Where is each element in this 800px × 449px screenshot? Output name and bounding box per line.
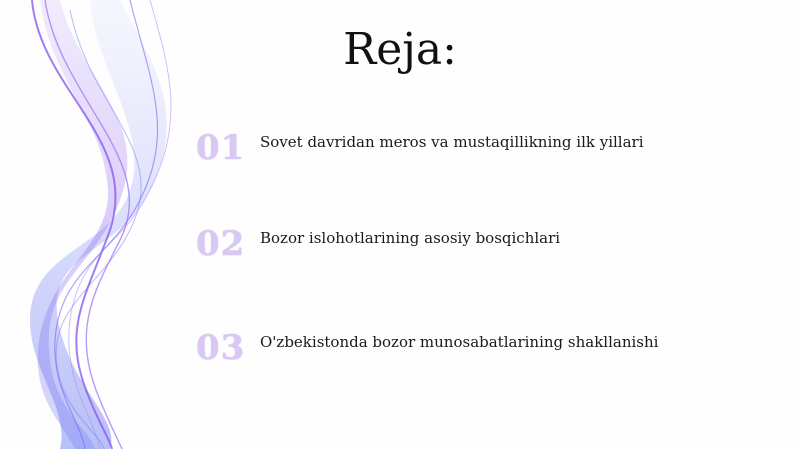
agenda-number-2: 02 (196, 224, 246, 264)
agenda-item-2 (196, 222, 756, 266)
agenda-number-1: 01 (196, 128, 246, 168)
agenda-text-3: O'zbekistonda bozor munosabatlarining shakllanishi (260, 333, 659, 351)
agenda-number-3: 03 (196, 328, 246, 368)
agenda-text-2: Bozor islohotlarining asosiy bosqichlari (260, 229, 561, 247)
slide-title: Reja: (343, 24, 457, 75)
agenda-text-1: Sovet davridan meros va mustaqillikning ilk yillari (260, 133, 644, 151)
decorative-ribbon-graphic (0, 0, 200, 449)
agenda-item-1 (196, 126, 756, 170)
agenda-item-3 (196, 326, 756, 370)
